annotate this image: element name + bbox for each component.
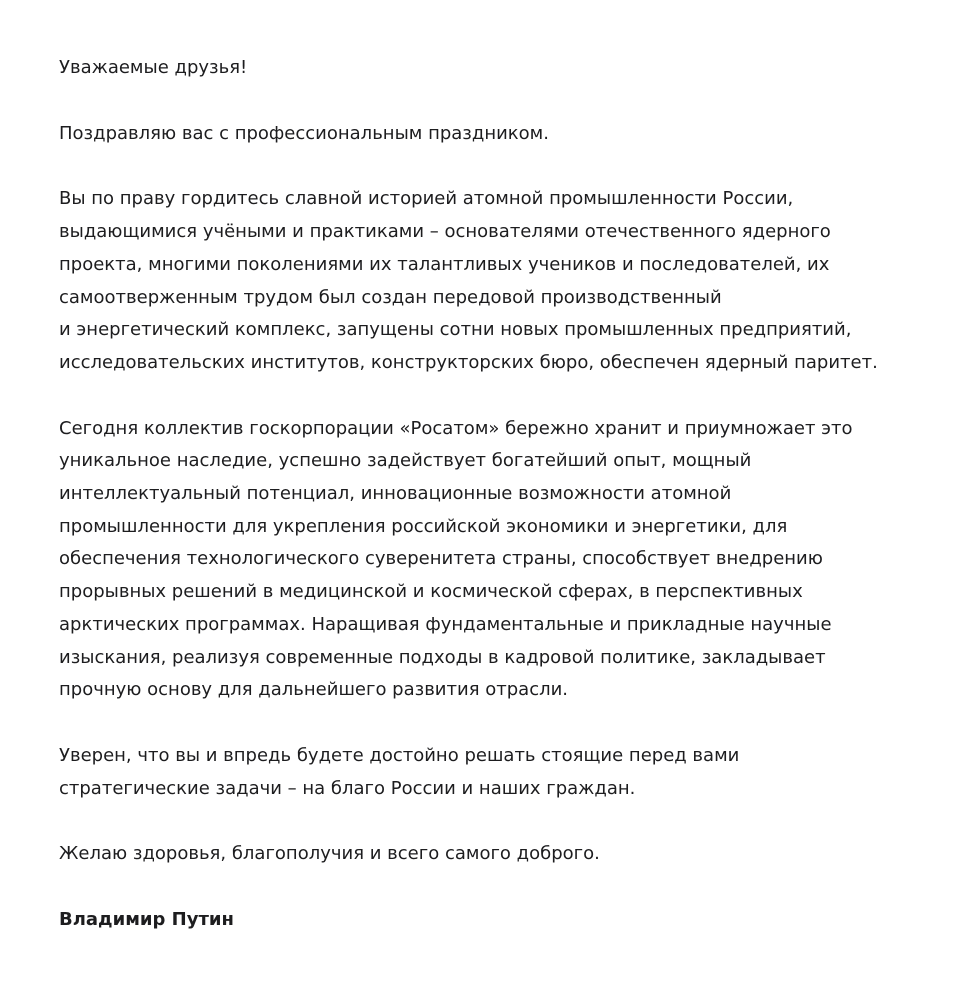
- signature: Владимир Путин: [59, 909, 234, 931]
- paragraph-history: Вы по праву гордитесь славной историей атомной промышленности России, выдающимися учёными и практиками – основателями отечественного ядерного проекта, многими поколениями их талантливых учеников и последователей, их самоотверженным трудом был создан передовой производственный и энергетический комплекс, запущены сотни новых промышленных предприятий, исследовательских институтов, конструкторских бюро, обеспечен ядерный паритет.: [59, 188, 878, 373]
- paragraph-confidence: Уверен, что вы и впредь будете достойно решать стоящие перед вами стратегические задачи – на благо России и наших граждан.: [59, 744, 740, 799]
- greeting: Уважаемые друзья!: [59, 57, 248, 78]
- letter-body: [59, 52, 919, 937]
- paragraph-congratulation: Поздравляю вас с профессиональным праздником.: [59, 122, 549, 144]
- paragraph-wishes: Желаю здоровья, благополучия и всего самого доброго.: [59, 843, 600, 865]
- paragraph-rosatom: Сегодня коллектив госкорпорации «Росатом» бережно хранит и приумножает это уникальное наследие, успешно задействует богатейший опыт, мощный интеллектуальный потенциал, инновационные возможности атомной промышленности для укрепления российской экономики и энергетики, для обеспечения технологического суверенитета страны, способствует внедрению прорывных решений в медицинской и космической сферах, в перспективных арктических программах. Наращивая фундаментальные и прикладные научные изыскания, реализуя современные подходы в кадровой политике, закладывает прочную основу для дальнейшего развития отрасли.: [59, 417, 853, 701]
